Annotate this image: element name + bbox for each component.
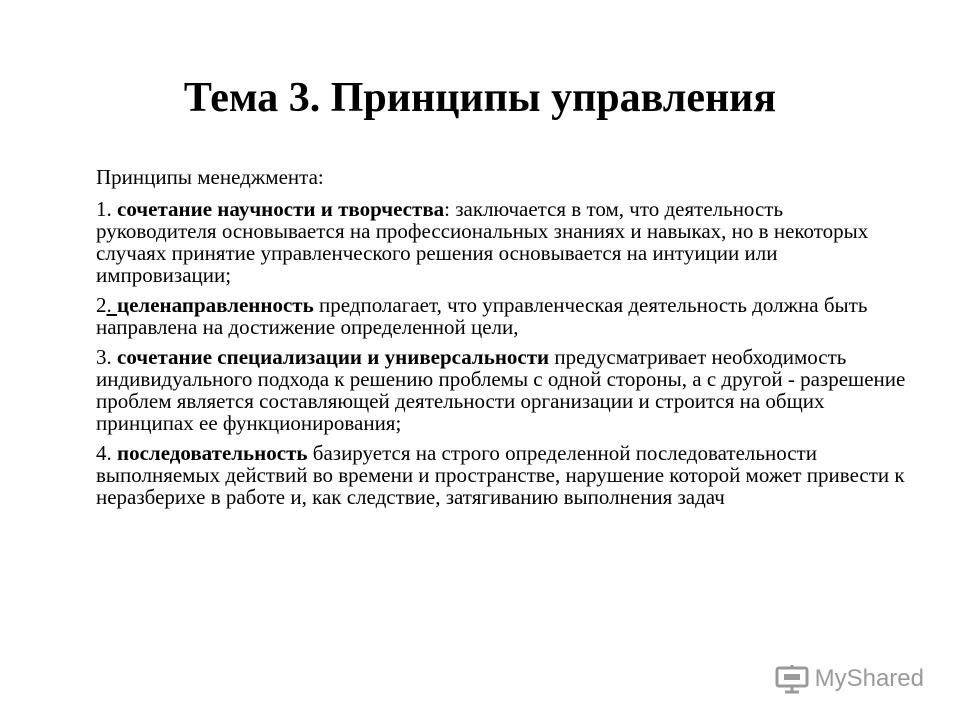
principle-term: последовательность (117, 441, 308, 465)
slide-content (96, 166, 906, 516)
principle-text: базируется на строго определенной последовательности выполняемых действий во времени и пространстве, нарушение которой может привести к неразберихе в работе и, как следствие, затягиванию выполнения задач (96, 441, 905, 509)
myshared-watermark (775, 664, 924, 694)
principle-number-dot: . (106, 293, 117, 317)
principle-item-3 (96, 346, 906, 434)
principle-number: 2 (96, 293, 107, 317)
slide-title: Тема 3. Принципы управления (183, 75, 777, 121)
principle-item-1 (96, 198, 906, 286)
principle-text: предусматривает необходимость индивидуального подхода к решению проблемы с одной стороны, а с другой - разрешение проблем является составляющей деятельности организации и строится на общих принципах ее функционирования; (96, 345, 906, 435)
principle-item-2 (96, 294, 906, 338)
principle-text: предполагает, что управленческая деятельность должна быть направлена на достижение определенной цели, (96, 293, 868, 339)
principle-text: : заключается в том, что деятельность руководителя основывается на профессиональных знаниях и навыках, но в некоторых случаях принятие управленческого решения основывается на интуиции или импровизации; (96, 197, 869, 287)
watermark-text: MyShared (814, 665, 924, 692)
principle-number: 1. (96, 197, 117, 221)
principle-number: 3. (96, 345, 117, 369)
principle-term: сочетание научности и творчества (117, 197, 445, 221)
principle-number: 4. (96, 441, 117, 465)
presentation-board-icon (775, 664, 809, 694)
principle-term: сочетание специализации и универсальности (117, 345, 550, 369)
principles-intro: Принципы менеджмента: (96, 165, 324, 189)
principle-term: целенаправленность (117, 293, 314, 317)
principle-item-4 (96, 442, 906, 508)
